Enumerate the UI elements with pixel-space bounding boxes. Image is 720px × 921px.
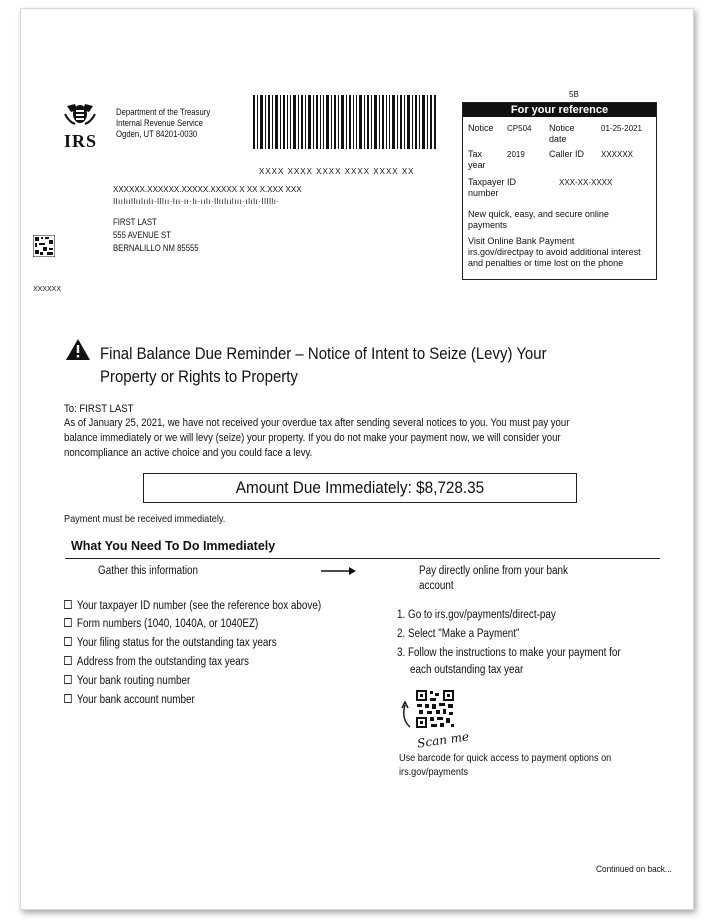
notice-page bbox=[20, 8, 694, 910]
notice-body: As of January 25, 2021, we have not received your overdue tax after sending several notices to you. You must pay your bbox=[64, 417, 570, 429]
curved-arrow-icon bbox=[398, 699, 414, 729]
reference-box bbox=[462, 102, 657, 280]
page-marker: 5B bbox=[569, 90, 579, 99]
checklist-label: Your bank account number bbox=[76, 694, 195, 706]
checklist-label: Your taxpayer ID number (see the reference box above) bbox=[76, 600, 322, 612]
postal-barcode: Ilıılııllıılıılı·Illıı·lıı·ıı·lı·ıılı·llıılıılııı·ılılı·IlIllı· bbox=[113, 197, 280, 206]
taxpayer-id-label: Taxpayer ID number bbox=[468, 177, 517, 198]
warning-icon bbox=[65, 338, 91, 361]
agency-line: Ogden, UT 84201-0030 bbox=[116, 129, 198, 139]
checkbox[interactable] bbox=[64, 618, 72, 627]
online-note: New quick, easy, and secure online payments bbox=[468, 209, 609, 230]
checklist-item bbox=[64, 674, 190, 688]
pay-heading: account bbox=[419, 580, 454, 592]
caller-id-value: XXXXXX bbox=[601, 150, 634, 159]
checklist-item bbox=[64, 617, 258, 631]
checklist-item bbox=[64, 636, 277, 650]
data-matrix-code bbox=[33, 235, 55, 257]
visit-detail: and penalties or time lost on the phone bbox=[468, 258, 624, 268]
gather-heading: Gather this information bbox=[98, 565, 199, 577]
checklist-label: Your filing status for the outstanding tax years bbox=[76, 637, 277, 649]
continued-note: Continued on back... bbox=[596, 864, 672, 875]
notice-title: Final Balance Due Reminder – Notice of Intent to Seize (Levy) Your bbox=[100, 344, 547, 363]
recipient-street: 555 AVENUE ST bbox=[113, 230, 171, 240]
checklist-label: Your bank routing number bbox=[76, 675, 191, 687]
qr-note[interactable]: irs.gov/payments bbox=[399, 766, 469, 778]
agency-line: Department of the Treasury bbox=[116, 107, 211, 117]
irs-logo-text: IRS bbox=[64, 131, 98, 151]
payment-note: Payment must be received immediately. bbox=[64, 513, 226, 525]
recipient-city: BERNALILLO NM 85555 bbox=[113, 243, 199, 253]
payment-step[interactable]: 1. Go to irs.gov/payments/direct-pay bbox=[397, 609, 556, 621]
payment-step: 3. Follow the instructions to make your payment for bbox=[397, 647, 621, 659]
notice-title: Property or Rights to Property bbox=[100, 367, 298, 386]
notice-date-value: 01-25-2021 bbox=[601, 124, 642, 133]
caller-id-label: Caller ID bbox=[549, 149, 585, 159]
section-divider bbox=[65, 558, 660, 559]
qr-code[interactable] bbox=[415, 689, 455, 729]
tax-year-value: 2019 bbox=[507, 150, 525, 159]
recipient-name: FIRST LAST bbox=[113, 217, 157, 227]
address-code: XXXXXX.XXXXXX.XXXXX.XXXXX X XX X.XXX XXX bbox=[113, 185, 302, 194]
notice-value: CP504 bbox=[507, 124, 532, 133]
checkbox[interactable] bbox=[64, 656, 72, 665]
actions-heading: What You Need To Do Immediately bbox=[71, 539, 276, 553]
barcode bbox=[253, 95, 437, 151]
agency-block bbox=[116, 107, 226, 140]
checkbox[interactable] bbox=[64, 675, 72, 684]
barcode-text: XXXX XXXX XXXX XXXX XXXX XX bbox=[259, 167, 415, 176]
payment-step: 2. Select "Make a Payment" bbox=[397, 628, 520, 640]
checklist-item bbox=[64, 599, 321, 613]
pay-heading: Pay directly online from your bank bbox=[419, 565, 568, 577]
taxpayer-id-value: XXX-XX-XXXX bbox=[559, 178, 613, 187]
checklist-label: Address from the outstanding tax years bbox=[76, 656, 249, 668]
recipient-address bbox=[113, 216, 213, 255]
scan-me-label: Scan me bbox=[416, 729, 470, 751]
reference-heading: For your reference bbox=[463, 103, 656, 117]
notice-body: noncompliance an active choice and you could face a levy. bbox=[64, 447, 313, 459]
irs-eagle-icon bbox=[63, 102, 97, 130]
notice-date-label: Notice date bbox=[549, 123, 575, 144]
visit-line: Visit Online Bank Payment bbox=[468, 236, 575, 246]
checkbox[interactable] bbox=[64, 600, 72, 609]
tax-year-label: Tax year bbox=[468, 149, 486, 170]
notice-label: Notice bbox=[468, 123, 494, 133]
checkbox[interactable] bbox=[64, 694, 72, 703]
agency-line: Internal Revenue Service bbox=[116, 118, 203, 128]
checklist-label: Form numbers (1040, 1040A, or 1040EZ) bbox=[76, 618, 259, 630]
to-line: To: FIRST LAST bbox=[64, 403, 134, 415]
amount-due-box bbox=[143, 473, 577, 503]
amount-due: Amount Due Immediately: $8,728.35 bbox=[235, 478, 485, 497]
qr-note: Use barcode for quick access to payment options on bbox=[399, 752, 612, 764]
checklist-item bbox=[64, 655, 249, 669]
notice-body: balance immediately or we will levy (seize) your property. If you do not make your payment now, we will consider your bbox=[64, 432, 561, 444]
small-code: XXXXXX bbox=[33, 286, 62, 293]
visit-detail[interactable]: irs.gov/directpay to avoid additional interest bbox=[468, 247, 641, 257]
arrow-right-icon bbox=[321, 566, 357, 576]
checklist-item bbox=[64, 693, 195, 707]
payment-step-cont: each outstanding tax year bbox=[410, 664, 524, 676]
checkbox[interactable] bbox=[64, 637, 72, 646]
